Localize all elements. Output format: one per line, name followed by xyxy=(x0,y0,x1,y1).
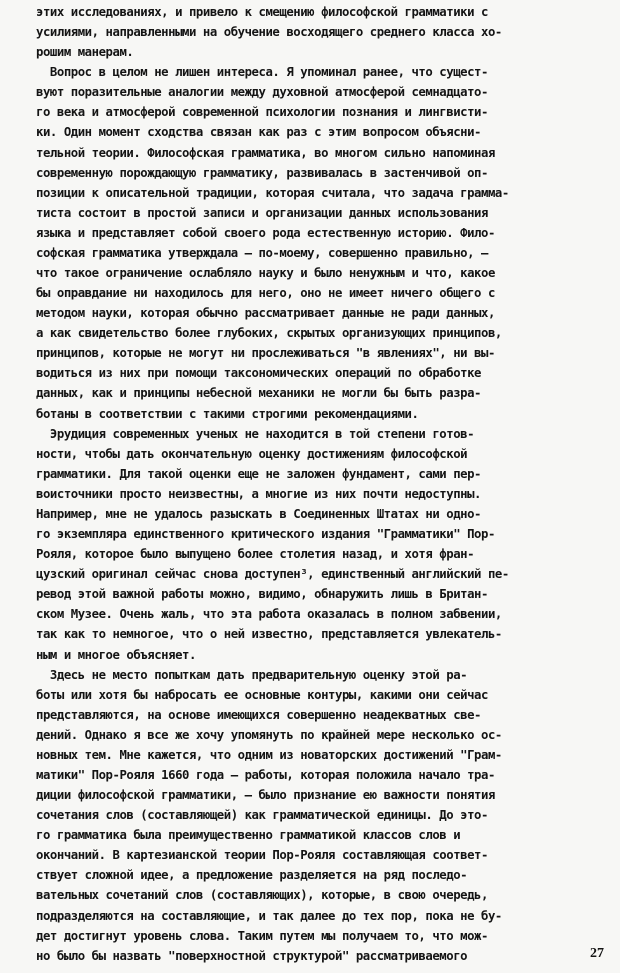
text-line: ботаны в соответствии с такими строгими рекомендациями. xyxy=(36,406,419,421)
text-line: рошим манерам. xyxy=(36,45,134,60)
text-line: го экземпляра единственного критического издания "Грамматики" Пор- xyxy=(36,527,495,542)
text-line: но было бы назвать "поверхностной структурой" рассматриваемого xyxy=(36,948,468,963)
text-line: диции философской грамматики, – было признание ею важности понятия xyxy=(36,788,495,803)
text-line: усилиями, направленными на обучение восходящего среднего класса хо- xyxy=(36,25,502,40)
text-line: этих исследованиях, и привело к смещению философской грамматики с xyxy=(36,5,488,19)
text-line: ности, чтобы дать окончательную оценку достижениям философской xyxy=(36,446,468,461)
text-line: матики" Пор-Рояля 1660 года – работы, которая положила начало тра- xyxy=(36,767,495,782)
text-line: окончаний. В картезианской теории Пор-Рояля составляющая соответ- xyxy=(36,848,488,863)
text-line: подразделяются на составляющие, и так далее до тех пор, пока не бу- xyxy=(36,908,502,923)
text-line: воисточники просто неизвестны, а многие из них почти недоступны. xyxy=(36,486,482,501)
text-line: что такое ограничение ослабляло науку и было ненужным и что, какое xyxy=(36,266,495,281)
text-line: ском Музее. Очень жаль, что эта работа оказалась в полном забвении, xyxy=(36,607,502,622)
text-line: новных тем. Мне кажется, что одним из новаторских достижений "Грам- xyxy=(36,747,502,762)
text-line: софская грамматика утверждала – по-моему, совершенно правильно, – xyxy=(36,245,488,260)
text-line: современную порождающую грамматику, развивалась в застенчивой оп- xyxy=(36,165,488,180)
text-line: вуют поразительные аналогии между духовной атмосферой семнадцато- xyxy=(36,85,488,100)
text-line: ревод этой важной работы можно, видимо, обнаружить лишь в Британ- xyxy=(36,587,488,602)
text-line: тиста состоит в простой записи и организации данных использования xyxy=(36,205,488,220)
text-line: сочетания слов (составляющей) как грамматической единицы. До это- xyxy=(36,808,488,823)
text-line: го века и атмосферой современной психологии познания и лингвисти- xyxy=(36,105,488,120)
text-line: Рояля, которое было выпущено более столетия назад, и хотя фран- xyxy=(36,547,475,562)
text-line: языка и представляет собой своего рода естественную историю. Фило- xyxy=(36,225,495,240)
text-line: дет достигнут уровень слова. Таким путем мы получаем то, что мож- xyxy=(36,928,488,943)
text-line: представляются, на основе имеющихся совершенно неадекватных све- xyxy=(36,707,482,722)
text-line: цузский оригинал сейчас снова доступен³, единственный английский пе- xyxy=(36,567,509,582)
text-line: грамматики. Для такой оценки еще не заложен фундамент, сами пер- xyxy=(36,466,482,481)
text-line: Вопрос в целом не лишен интереса. Я упоминал ранее, что сущест- xyxy=(36,65,488,80)
text-line: методом науки, которая обычно рассматривает данные не ради данных, xyxy=(36,306,495,321)
text-line: ки. Один момент сходства связан как раз с этим вопросом объясни- xyxy=(36,125,482,140)
text-line: боты или хотя бы набросать ее основные контуры, какими они сейчас xyxy=(36,687,488,702)
body-text xyxy=(36,2,610,966)
text-line: ствует сложной идее, а предложение разделяется на ряд последо- xyxy=(36,868,468,883)
text-line: Здесь не место попыткам дать предварительную оценку этой ра- xyxy=(36,667,468,682)
text-line: позиции к описательной традиции, которая считала, что задача грамма- xyxy=(36,185,509,200)
text-line: тельной теории. Философская грамматика, во многом сильно напоминая xyxy=(36,145,495,160)
text-line: Например, мне не удалось разыскать в Соединенных Штатах ни одно- xyxy=(36,506,482,521)
text-line: так как то немногое, что о ней известно, представляется увлекатель- xyxy=(36,627,502,642)
text-line: данных, как и принципы небесной механики не могли бы быть разра- xyxy=(36,386,482,401)
page-number: 27 xyxy=(590,946,604,961)
text-line: Эрудиция современных ученых не находится в той степени готов- xyxy=(36,426,475,441)
text-line: а как свидетельство более глубоких, скрытых организующих принципов, xyxy=(36,326,502,341)
text-line: бы оправдание ни находилось для него, оно не имеет ничего общего с xyxy=(36,286,495,301)
text-line: ным и многое объясняет. xyxy=(36,647,196,662)
text-line: го грамматика была преимущественно грамматикой классов слов и xyxy=(36,828,461,843)
text-line: водиться из них при помощи таксономических операций по обработке xyxy=(36,366,482,381)
text-line: вательных сочетаний слов (составляющих), которые, в свою очередь, xyxy=(36,888,488,903)
text-line: принципов, которые не могут ни прослеживаться "в явлениях", ни вы- xyxy=(36,346,495,361)
text-line: дений. Однако я все же хочу упомянуть по крайней мере несколько ос- xyxy=(36,727,502,742)
